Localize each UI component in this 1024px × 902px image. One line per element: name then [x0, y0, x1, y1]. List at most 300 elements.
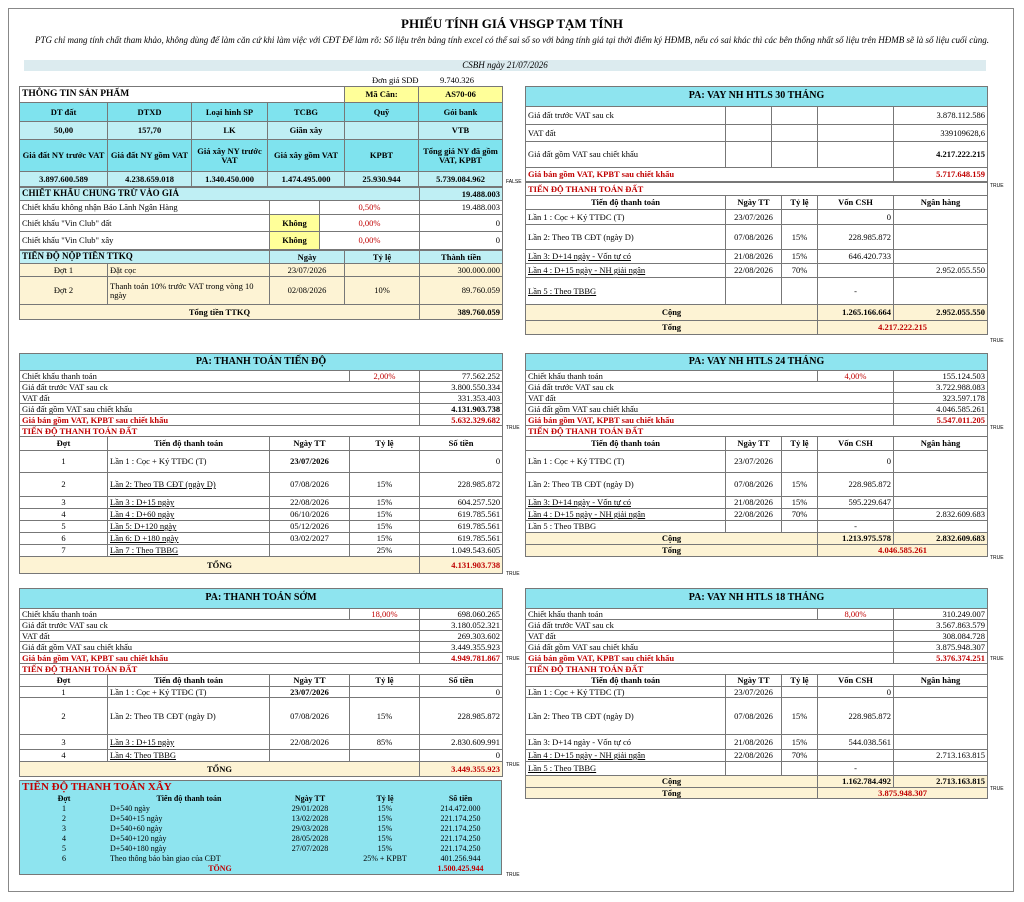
- true-flag: TRUE: [990, 555, 1004, 561]
- true-flag: TRUE: [990, 425, 1004, 431]
- step-equity: 0: [818, 451, 894, 473]
- build-price-pre-vat-value: 1.340.450.000: [192, 172, 268, 187]
- step-desc: D+540+180 ngày: [110, 844, 167, 853]
- schedule-title: TIẾN ĐỘ THANH TOÁN ĐẤT: [20, 664, 503, 675]
- step-pct: 15%: [377, 834, 393, 843]
- step-date: 23/07/2026: [726, 687, 782, 698]
- phase-number: 4: [62, 834, 66, 843]
- col-payment-date: Ngày TT: [294, 795, 326, 804]
- step-bank: [894, 687, 988, 698]
- total-label: Tổng: [526, 321, 818, 335]
- step-equity: 0: [818, 210, 894, 225]
- col-equity: Vốn CSH: [818, 675, 894, 687]
- step-date: 22/08/2026: [270, 735, 350, 750]
- step-pct: [782, 762, 818, 776]
- step-amount: 604.257.520: [420, 497, 503, 509]
- step-amount: 214.472.000: [440, 804, 481, 813]
- col-rate: Tỷ lệ: [782, 196, 818, 210]
- col-bank: Ngân hàng: [894, 196, 988, 210]
- phase-date: 23/07/2026: [270, 264, 345, 277]
- step-date: 05/12/2026: [270, 521, 350, 533]
- step-pct: 70%: [782, 509, 818, 521]
- sale-price-value: 5.632.329.682: [420, 415, 503, 426]
- step-desc: Lần 3 : D+15 ngày: [108, 497, 270, 509]
- step-date: 28/05/2028: [291, 834, 329, 843]
- summary-value: 3.878.112.586: [894, 107, 988, 125]
- step-pct: 85%: [350, 735, 420, 750]
- schedule-title: TIẾN ĐỘ THANH TOÁN ĐẤT: [20, 426, 503, 437]
- step-pct: 15%: [377, 804, 393, 813]
- step-date: 06/10/2026: [270, 509, 350, 521]
- step-bank: 2.952.055.550: [894, 264, 988, 278]
- discount-row-value: 0: [420, 232, 503, 250]
- step-date: 29/01/2028: [291, 804, 329, 813]
- phase-number: 1: [20, 451, 108, 473]
- step-pct: 15%: [782, 698, 818, 735]
- discount-row-value: 19.488.003: [420, 201, 503, 215]
- phase-number: 3: [20, 735, 108, 750]
- step-bank: [894, 250, 988, 264]
- step-equity: 228.985.872: [818, 473, 894, 497]
- step-pct: 15%: [782, 735, 818, 750]
- product-info-title: THÔNG TIN SẢN PHẨM: [20, 87, 345, 103]
- step-desc: Lần 7 : Theo TBBG: [108, 545, 270, 557]
- build-schedule-table: [20, 781, 501, 874]
- step-desc: Lần 1 : Cọc + Ký TTĐC (T): [526, 451, 726, 473]
- summary-label: VAT đất: [526, 393, 894, 404]
- step-bank: [894, 735, 988, 750]
- col-payment-step: Tiến độ thanh toán: [108, 675, 270, 687]
- step-amount: 0: [420, 750, 503, 762]
- step-amount: 401.256.944: [440, 854, 481, 863]
- discount-row-option: [270, 201, 320, 215]
- phase-number: 4: [20, 750, 108, 762]
- payment-discount-value: 155.124.503: [894, 371, 988, 382]
- true-flag: TRUE: [990, 786, 1004, 792]
- step-desc: Lần 3: D+14 ngày - Vốn tự có: [526, 735, 726, 750]
- total-value: 3.449.355.923: [420, 762, 503, 777]
- discount-title: CHIẾT KHẤU CHUNG TRỪ VÀO GIÁ: [20, 188, 420, 201]
- phase-label: Đợt 1: [20, 264, 108, 277]
- step-equity: 228.985.872: [818, 225, 894, 250]
- step-date: [270, 545, 350, 557]
- step-pct: 15%: [350, 521, 420, 533]
- step-pct: [350, 451, 420, 473]
- step-date: 21/08/2026: [726, 735, 782, 750]
- step-amount: 221.174.250: [440, 814, 481, 823]
- step-desc: D+540 ngày: [110, 804, 150, 813]
- plan-30-schedule: [525, 182, 988, 335]
- summary-label: Giá đất trước VAT sau ck: [20, 382, 420, 393]
- col-land-price-vat: Giá đất NY gồm VAT: [108, 140, 192, 172]
- step-date: 07/08/2026: [726, 473, 782, 497]
- payment-discount-value: 310.249.007: [894, 609, 988, 620]
- phase-number: 2: [20, 698, 108, 735]
- phase-amount: 89.760.059: [420, 277, 503, 305]
- col-amount: Số tiền: [420, 437, 503, 451]
- vinclub-build-option[interactable]: Không: [270, 232, 320, 250]
- phase-number: 3: [20, 497, 108, 509]
- summary-label: Giá đất gồm VAT sau chiết khấu: [20, 642, 420, 653]
- payment-discount-pct: 4,00%: [818, 371, 894, 382]
- step-date: [270, 854, 350, 864]
- step-desc: Lần 1 : Cọc + Ký TTĐC (T): [108, 451, 270, 473]
- summary-value: 3.722.988.083: [894, 382, 988, 393]
- plan-progress-title: PA: THANH TOÁN TIẾN ĐỘ: [20, 354, 503, 371]
- summary-label: Giá đất gồm VAT sau chiết khấu: [526, 642, 894, 653]
- step-date: [270, 750, 350, 762]
- land-use-price-value: 9.740.326: [440, 75, 474, 85]
- step-desc: D+540+60 ngày: [110, 824, 163, 833]
- step-date: [726, 278, 782, 305]
- step-desc: Lần 2: Theo TB CĐT (ngày D): [108, 473, 270, 497]
- total-value: 4.217.222.215: [818, 321, 988, 335]
- step-desc: Lần 4: Theo TBBG: [108, 750, 270, 762]
- bank-package-value: VTB: [419, 122, 503, 140]
- payment-discount-value: 698.060.265: [420, 609, 503, 620]
- col-payment-step: Tiến độ thanh toán: [526, 196, 726, 210]
- col-payment-date: Ngày TT: [270, 437, 350, 451]
- discount-table: [19, 187, 503, 250]
- step-bank: 2.832.609.683: [894, 509, 988, 521]
- deposit-total-value: 389.760.059: [420, 305, 503, 320]
- step-desc: Lần 5 : Theo TBBG: [526, 762, 726, 776]
- payment-discount-label: Chiết khấu thanh toán: [20, 371, 350, 382]
- subtotal-label: Cộng: [526, 776, 818, 788]
- subtotal-bank: 2.713.163.815: [894, 776, 988, 788]
- step-desc: Lần 5 : Theo TBBG: [526, 521, 726, 533]
- step-amount: 0: [420, 687, 503, 698]
- step-pct: [782, 687, 818, 698]
- col-land-price-pre-vat: Giá đất NY trước VAT: [20, 140, 108, 172]
- step-desc: Lần 5 : Theo TBBG: [526, 278, 726, 305]
- build-schedule-title: TIẾN ĐỘ THANH TOÁN XÂY: [22, 781, 172, 794]
- step-amount: 221.174.250: [440, 824, 481, 833]
- col-amount: Số tiền: [448, 795, 473, 804]
- summary-value: 323.597.178: [894, 393, 988, 404]
- step-desc: Lần 5: D+120 ngày: [108, 521, 270, 533]
- step-date: 27/07/2028: [291, 844, 329, 853]
- maintenance-fee-value: 25.930.944: [345, 172, 419, 187]
- plan-30-summary: [525, 86, 988, 182]
- summary-label: Giá đất trước VAT sau ck: [20, 620, 420, 631]
- col-amount: Thành tiền: [420, 251, 503, 264]
- total-label: TỔNG: [20, 557, 420, 574]
- step-equity: [818, 509, 894, 521]
- col-bank: Ngân hàng: [894, 437, 988, 451]
- plan-progress-table: [19, 353, 503, 574]
- step-date: 22/08/2026: [726, 509, 782, 521]
- col-rate: Tỷ lệ: [782, 675, 818, 687]
- land-area-value: 50,00: [20, 122, 108, 140]
- step-desc: Lần 2: Theo TB CĐT (ngày D): [526, 698, 726, 735]
- payment-discount-label: Chiết khấu thanh toán: [526, 609, 818, 620]
- step-equity: -: [818, 521, 894, 533]
- true-flag: TRUE: [506, 571, 520, 577]
- col-date: Ngày: [270, 251, 345, 264]
- step-date: 07/08/2026: [726, 698, 782, 735]
- step-bank: [894, 473, 988, 497]
- step-pct: 25%: [350, 545, 420, 557]
- plan-30-title: PA: VAY NH HTLS 30 THÁNG: [526, 87, 988, 107]
- step-date: 29/03/2028: [291, 824, 329, 833]
- step-amount: 1.049.543.605: [420, 545, 503, 557]
- col-build-area: DTXD: [108, 103, 192, 122]
- total-value: 3.875.948.307: [818, 788, 988, 799]
- true-flag: TRUE: [990, 183, 1004, 189]
- sale-price-label: Giá bán gồm VAT, KPBT sau chiết khấu: [526, 415, 894, 426]
- discount-row-value: 0: [420, 215, 503, 232]
- step-pct: 15%: [782, 225, 818, 250]
- false-flag: FALSE: [506, 179, 522, 185]
- total-value: 4.046.585.261: [818, 545, 988, 557]
- phase-label: Đợt 2: [20, 277, 108, 305]
- phase-number: 2: [62, 814, 66, 823]
- step-equity: [818, 750, 894, 762]
- subtotal-equity: 1.213.975.578: [818, 533, 894, 545]
- step-desc: Lần 4 : D+15 ngày - NH giải ngân: [526, 264, 726, 278]
- step-pct: 15%: [377, 844, 393, 853]
- step-bank: [894, 762, 988, 776]
- discount-row-label: Chiết khấu không nhận Bảo Lãnh Ngân Hàng: [20, 201, 270, 215]
- step-bank: [894, 210, 988, 225]
- col-product-type: Loại hình SP: [192, 103, 268, 122]
- step-equity: 0: [818, 687, 894, 698]
- schedule-title: TIẾN ĐỘ THANH TOÁN ĐẤT: [526, 183, 988, 196]
- phase-number: 4: [20, 509, 108, 521]
- col-equity: Vốn CSH: [818, 196, 894, 210]
- step-pct: [782, 451, 818, 473]
- summary-label: Giá đất gồm VAT sau chiết khấu: [526, 404, 894, 415]
- plan-early-table: [19, 588, 503, 777]
- step-desc: Lần 1 : Cọc + Ký TTĐC (T): [526, 210, 726, 225]
- land-use-price-label: Đơn giá SDĐ: [372, 75, 419, 85]
- disclaimer-note: PTG chỉ mang tính chất tham khảo, không dùng để làm căn cứ khi làm việc với CĐT Để làm rõ: Số liệu trên bảng tính excel có thể sai số so với bảng tính giá tại thời điểm ký HĐMB, nếu có sai khác thì các bên thống nhất số liệu trên HĐMB sẽ là số liệu cuối cùng.: [35, 35, 989, 45]
- col-payment-step: Tiến độ thanh toán: [108, 437, 270, 451]
- step-pct: 15%: [782, 250, 818, 264]
- handover-standard-value: Giãn xây: [268, 122, 345, 140]
- total-value: 4.131.903.738: [420, 557, 503, 574]
- col-payment-step: Tiến độ thanh toán: [526, 437, 726, 451]
- step-amount: 0: [420, 451, 503, 473]
- summary-label: Giá đất gồm VAT sau chiết khấu: [20, 404, 420, 415]
- sale-price-value: 5.547.011.205: [894, 415, 988, 426]
- unit-code-value[interactable]: AS70-06: [419, 87, 503, 103]
- sale-price-label: Giá bán gồm VAT, KPBT sau chiết khấu: [526, 168, 894, 182]
- step-bank: [894, 497, 988, 509]
- step-equity: 544.038.561: [818, 735, 894, 750]
- step-amount: 228.985.872: [420, 698, 503, 735]
- col-maintenance-fee: KPBT: [345, 140, 419, 172]
- phase-pct: [345, 264, 420, 277]
- step-desc: Lần 4 : D+15 ngày - NH giải ngân: [526, 509, 726, 521]
- plan-loan-24-months: [525, 353, 987, 557]
- col-rate: Tỷ lệ: [376, 795, 394, 804]
- subtotal-label: Cộng: [526, 533, 818, 545]
- phase-number: 2: [20, 473, 108, 497]
- subtotal-equity: 1.162.784.492: [818, 776, 894, 788]
- product-type-value: LK: [192, 122, 268, 140]
- step-desc: D+540+15 ngày: [110, 814, 163, 823]
- discount-row-pct: 0,00%: [320, 215, 420, 232]
- summary-value: 4.131.903.738: [420, 404, 503, 415]
- summary-label: VAT đất: [526, 631, 894, 642]
- true-flag: TRUE: [506, 425, 520, 431]
- step-pct: 15%: [782, 473, 818, 497]
- plan-loan-30-months: [525, 86, 987, 335]
- summary-label: Giá đất trước VAT sau ck: [526, 382, 894, 393]
- step-desc: Lần 3 : D+15 ngày: [108, 735, 270, 750]
- step-desc: Lần 2: Theo TB CĐT (ngày D): [526, 225, 726, 250]
- product-table: [19, 86, 503, 187]
- discount-total: 19.488.003: [420, 188, 503, 201]
- deposit-total-label: Tổng tiền TTKQ: [20, 305, 420, 320]
- col-rate: Tỷ lệ: [345, 251, 420, 264]
- build-area-value: 157,70: [108, 122, 192, 140]
- step-date: 23/07/2026: [726, 210, 782, 225]
- step-amount: 619.785.561: [420, 533, 503, 545]
- plan-24-title: PA: VAY NH HTLS 24 THÁNG: [526, 354, 988, 371]
- col-payment-date: Ngày TT: [270, 675, 350, 687]
- step-pct: 15%: [350, 509, 420, 521]
- col-fund: Quỹ: [345, 103, 419, 122]
- step-date: [726, 521, 782, 533]
- step-amount: 228.985.872: [420, 473, 503, 497]
- schedule-title: TIẾN ĐỘ THANH TOÁN ĐẤT: [526, 664, 988, 675]
- sale-price-value: 5.376.374.251: [894, 653, 988, 664]
- sale-price-label: Giá bán gồm VAT, KPBT sau chiết khấu: [526, 653, 894, 664]
- phase-number: 3: [62, 824, 66, 833]
- step-desc: D+540+120 ngày: [110, 834, 167, 843]
- summary-value: 3.800.550.334: [420, 382, 503, 393]
- col-rate: Tỷ lệ: [350, 675, 420, 687]
- subtotal-bank: 2.952.055.550: [894, 305, 988, 321]
- step-date: 21/08/2026: [726, 497, 782, 509]
- summary-label: VAT đất: [526, 125, 726, 142]
- true-flag: TRUE: [506, 762, 520, 768]
- step-bank: [894, 451, 988, 473]
- step-equity: -: [818, 278, 894, 305]
- build-price-vat-value: 1.474.495.000: [268, 172, 345, 187]
- phase-number: 6: [20, 533, 108, 545]
- subtotal-equity: 1.265.166.664: [818, 305, 894, 321]
- step-pct: [782, 278, 818, 305]
- phase-number: 6: [62, 854, 66, 863]
- step-equity: 228.985.872: [818, 698, 894, 735]
- step-date: 22/08/2026: [270, 497, 350, 509]
- true-flag: TRUE: [990, 338, 1004, 344]
- plan-24-table: [525, 353, 988, 557]
- col-payment-step: Tiến độ thanh toán: [156, 795, 222, 804]
- summary-label: Giá đất gồm VAT sau chiết khấu: [526, 142, 726, 168]
- deposit-schedule-table: [19, 250, 503, 320]
- plan-progress-payment: [19, 353, 502, 574]
- step-date: [726, 762, 782, 776]
- step-desc: Lần 3: D+14 ngày - Vốn tự có: [526, 497, 726, 509]
- step-pct: 15%: [350, 698, 420, 735]
- step-equity: 646.420.733: [818, 250, 894, 264]
- vinclub-land-option[interactable]: Không: [270, 215, 320, 232]
- col-amount: Số tiền: [420, 675, 503, 687]
- step-amount: 221.174.250: [440, 834, 481, 843]
- step-desc: Theo thông báo bàn giao của CĐT: [110, 854, 221, 863]
- phase-date: 02/08/2026: [270, 277, 345, 305]
- payment-discount-value: 77.562.252: [420, 371, 503, 382]
- step-bank: [894, 278, 988, 305]
- col-payment-date: Ngày TT: [726, 196, 782, 210]
- total-value: 1.500.425.944: [437, 864, 484, 873]
- step-equity: 595.229.647: [818, 497, 894, 509]
- step-pct: 25% + KPBT: [363, 854, 407, 863]
- summary-value: 3.875.948.307: [894, 642, 988, 653]
- step-date: 21/08/2026: [726, 250, 782, 264]
- step-date: 23/07/2026: [270, 451, 350, 473]
- summary-value: 3.180.052.321: [420, 620, 503, 631]
- col-phase: Đợt: [57, 795, 71, 804]
- step-pct: 15%: [350, 473, 420, 497]
- payment-discount-label: Chiết khấu thanh toán: [20, 609, 350, 620]
- summary-value: 3.449.355.923: [420, 642, 503, 653]
- step-date: 23/07/2026: [726, 451, 782, 473]
- summary-label: Giá đất trước VAT sau ck: [526, 620, 894, 631]
- step-date: 22/08/2026: [726, 264, 782, 278]
- plan-loan-18-months: [525, 588, 987, 799]
- total-label: Tổng: [526, 545, 818, 557]
- summary-value: 4.046.585.261: [894, 404, 988, 415]
- col-land-area: DT đất: [20, 103, 108, 122]
- step-pct: [782, 521, 818, 533]
- step-equity: [818, 264, 894, 278]
- col-build-price-pre-vat: Giá xây NY trước VAT: [192, 140, 268, 172]
- step-date: 07/08/2026: [270, 473, 350, 497]
- step-desc: Lần 2: Theo TB CĐT (ngày D): [526, 473, 726, 497]
- discount-row-pct: 0,50%: [320, 201, 420, 215]
- step-pct: [782, 210, 818, 225]
- phase-number: 5: [20, 521, 108, 533]
- step-amount: 619.785.561: [420, 521, 503, 533]
- col-phase: Đợt: [20, 675, 108, 687]
- payment-discount-pct: 18,00%: [350, 609, 420, 620]
- summary-value: 308.084.728: [894, 631, 988, 642]
- plan-18-title: PA: VAY NH HTLS 18 THÁNG: [526, 589, 988, 609]
- plan-early-payment: [19, 588, 502, 777]
- col-handover-standard: TCBG: [268, 103, 345, 122]
- step-desc: Lần 1 : Cọc + Ký TTĐC (T): [526, 687, 726, 698]
- sale-price-label: Giá bán gồm VAT, KPBT sau chiết khấu: [20, 415, 420, 426]
- step-bank: 2.713.163.815: [894, 750, 988, 762]
- discount-row-label: Chiết khấu "Vin Club" xây: [20, 232, 270, 250]
- payment-discount-label: Chiết khấu thanh toán: [526, 371, 818, 382]
- step-pct: 15%: [350, 497, 420, 509]
- col-build-price-vat: Giá xây gồm VAT: [268, 140, 345, 172]
- summary-value: 4.217.222.215: [894, 142, 988, 168]
- phase-number: 5: [62, 844, 66, 853]
- step-pct: 15%: [377, 824, 393, 833]
- sheet-title: PHIẾU TÍNH GIÁ VHSGP TẠM TÍNH: [401, 16, 623, 31]
- step-pct: 70%: [782, 750, 818, 762]
- true-flag: TRUE: [990, 656, 1004, 662]
- step-amount: 619.785.561: [420, 509, 503, 521]
- summary-value: 3.567.863.579: [894, 620, 988, 631]
- sale-price-value: 4.949.781.867: [420, 653, 503, 664]
- step-bank: [894, 225, 988, 250]
- step-pct: [350, 750, 420, 762]
- step-bank: [894, 521, 988, 533]
- phase-number: 1: [20, 687, 108, 698]
- sale-price-value: 5.717.648.159: [894, 168, 988, 182]
- discount-row-pct: 0,00%: [320, 232, 420, 250]
- summary-value: 269.303.602: [420, 631, 503, 642]
